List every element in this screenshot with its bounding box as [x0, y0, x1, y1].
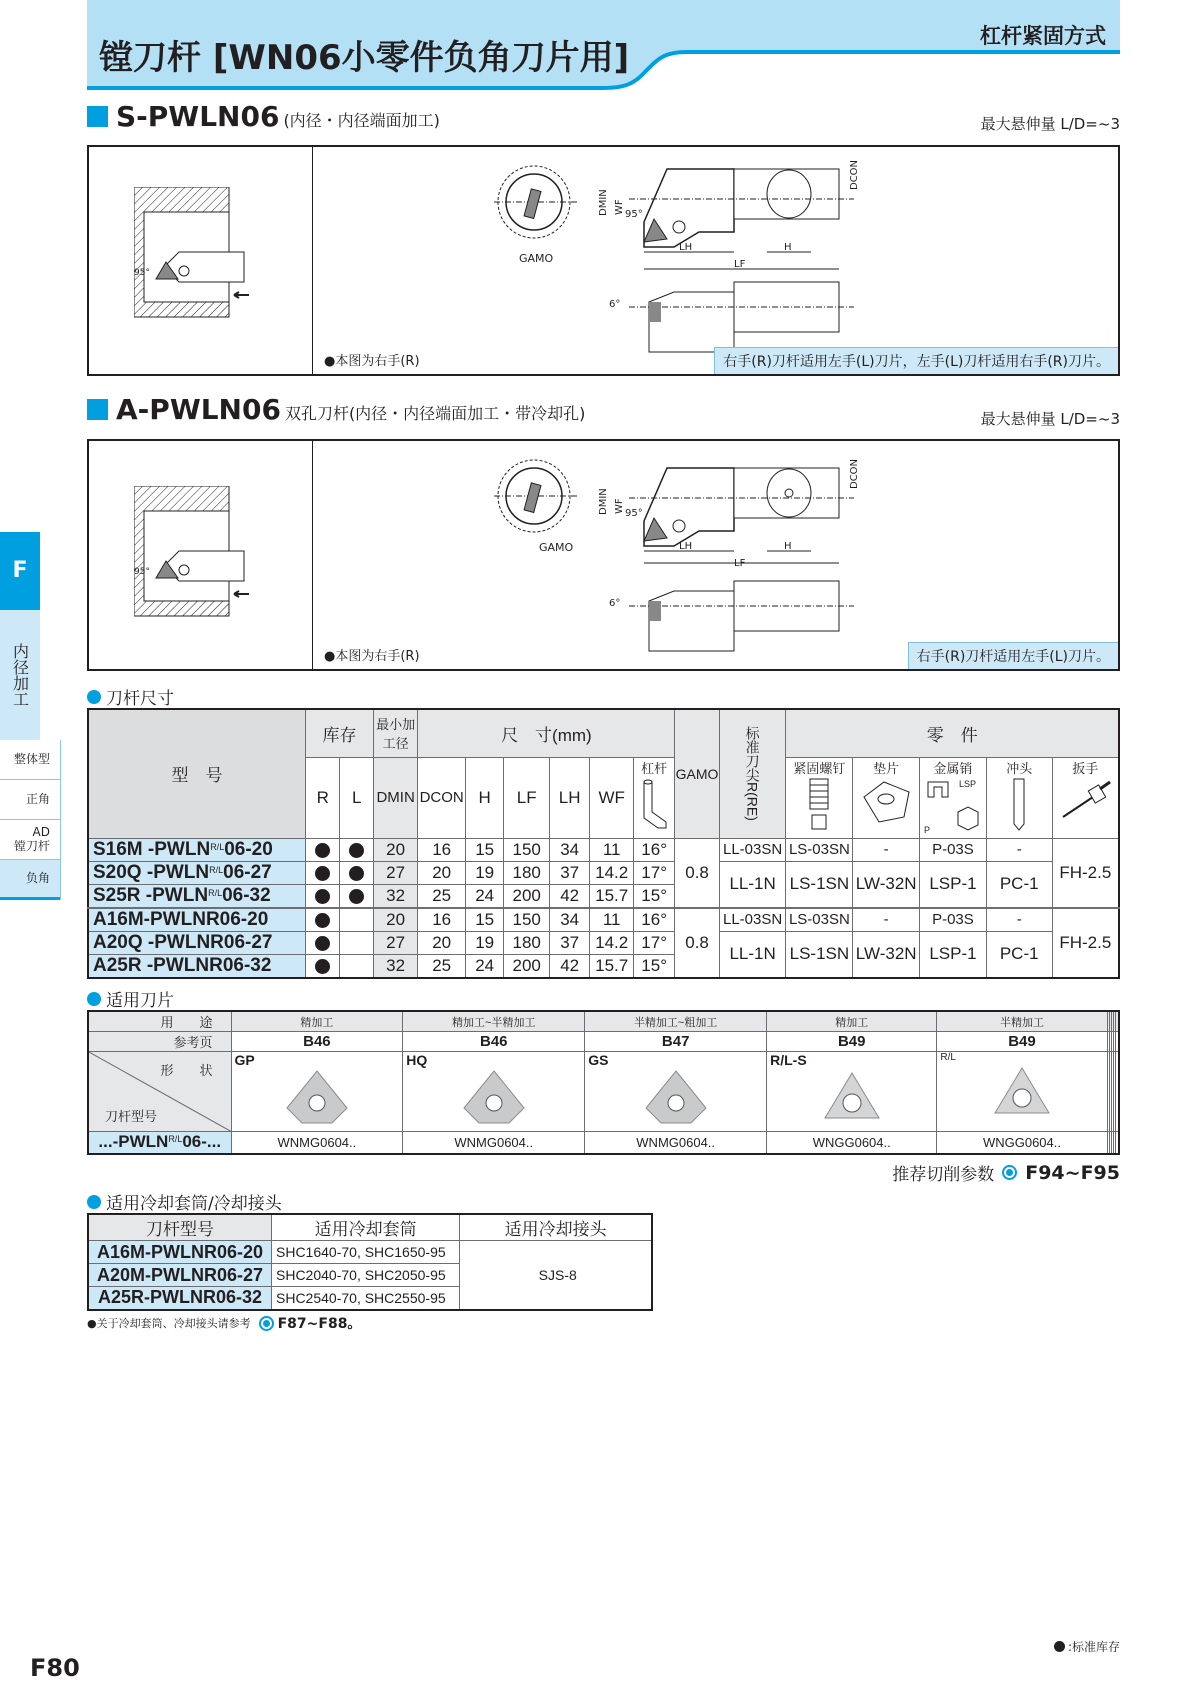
- insert-shape-hq: HQ: [403, 1052, 585, 1132]
- svg-text:P: P: [923, 824, 930, 835]
- coolant-heading: 适用冷却套筒/冷却接头: [87, 1189, 282, 1214]
- recommended-cutting-params: 推荐切削参数 F94~F95: [892, 1161, 1120, 1185]
- recommend-pages-link[interactable]: F94~F95: [1025, 1161, 1120, 1184]
- insert-wnmg-icon: [641, 1068, 711, 1128]
- col-lh: LH: [549, 757, 589, 838]
- pin-icon: [923, 777, 983, 835]
- model-cell: A16M-PWLNR06-20: [88, 908, 306, 932]
- col-stock: 库存: [306, 709, 374, 757]
- stock-dot-icon: [349, 866, 364, 881]
- punch-icon: [1009, 777, 1029, 832]
- right-hand-note: ●本图为右手(R): [324, 649, 420, 664]
- model-cell: S16M $-PWLN^{R/L}06-20$: [88, 838, 306, 861]
- col-parts: 零 件: [786, 709, 1119, 757]
- model-cell: S20Q $-PWLN^{R/L}06-27$: [88, 861, 306, 884]
- stock-dot-icon: [315, 959, 330, 974]
- gamo-view-icon: [494, 451, 604, 561]
- ref-page-link[interactable]: B49: [767, 1032, 937, 1052]
- col-h: H: [465, 757, 503, 838]
- stock-dot-icon: [315, 889, 330, 904]
- square-marker-icon: [87, 399, 108, 420]
- stock-dot-icon: [349, 843, 364, 858]
- col-l: L: [340, 757, 373, 838]
- holder-dimensions-table: [87, 708, 1120, 979]
- stock-dot-icon: [1054, 1641, 1065, 1652]
- col-lf: LF: [504, 757, 550, 838]
- hand-compatibility-callout: 右手(R)刀杆适用左手(L)刀片。: [908, 642, 1118, 669]
- applicable-inserts-table: 用 途 精加工 精加工~半精加工 半精加工~粗加工 精加工 半精加工 参考页 B46 B46 B47 B49 B49 形 状 刀杆型号 GP HQ GS R/L-S R/L $...-PWLN^{R/L}06-$... WNMG0604.. WNMG0604.. WNMG0604.. WNGG0604.. WNGG0604..: [87, 1010, 1120, 1155]
- bullet-dot-icon: [87, 992, 101, 1006]
- svg-text:H: H: [784, 541, 792, 552]
- section-a-model: A-PWLN06: [116, 393, 281, 426]
- table-row: A16M-PWLNR06-20 20 16 15 150 34 11 16° 0.8 LL-03SN LS-03SN - P-03S - FH-2.5: [88, 908, 1119, 932]
- insert-wngg-icon: [817, 1068, 887, 1128]
- col-min-dia: 最小加工径: [373, 709, 418, 757]
- svg-text:95°: 95°: [625, 209, 643, 220]
- side-nav-item-solid[interactable]: 整体型: [0, 740, 60, 780]
- page-number: F80: [30, 1654, 80, 1682]
- model-cell: A25R -PWLNR06-32: [88, 954, 306, 978]
- col-wrench: 扳手: [1052, 757, 1119, 838]
- col-wf: WF: [590, 757, 634, 838]
- svg-text:DMIN: DMIN: [598, 189, 609, 216]
- coolant-table: 刀杆型号 适用冷却套筒 适用冷却接头 A16M-PWLNR06-20 SHC1640-70, SHC1650-95 SJS-8 A20M-PWLNR06-27 SHC2040-70, SHC2050-95 A25R-PWLNR06-32 SHC2540-70, SHC2550-95: [87, 1213, 653, 1311]
- lever-icon: [634, 777, 674, 832]
- stock-legend: :标准库存: [1054, 1638, 1120, 1655]
- svg-text:6°: 6°: [609, 299, 621, 310]
- page-title: 镗刀杆 [WN06小零件负角刀片用]: [99, 38, 630, 78]
- section-s-diagram: [87, 145, 1120, 376]
- applicable-inserts-heading: 适用刀片: [87, 986, 174, 1011]
- holder-dimensions-heading: 刀杆尺寸: [87, 684, 174, 709]
- insert-wnmg-icon: [459, 1068, 529, 1128]
- insert-wngg-icon: [987, 1063, 1057, 1123]
- svg-text:GAMO: GAMO: [539, 541, 574, 554]
- table-row: A25R-PWLNR06-32 SHC2540-70, SHC2550-95: [88, 1287, 652, 1310]
- hand-compatibility-callout: 右手(R)刀杆适用左手(L)刀片，左手(L)刀杆适用右手(R)刀片。: [714, 347, 1118, 374]
- svg-text:95°: 95°: [625, 508, 643, 519]
- section-a-max-overhang: 最大悬伸量 L/D=~3: [980, 410, 1120, 428]
- section-a-title: [87, 393, 585, 426]
- section-tab-f[interactable]: F: [0, 532, 40, 610]
- arrow-circle-icon: [1002, 1165, 1017, 1180]
- col-punch: 冲头: [986, 757, 1052, 838]
- ref-page-link[interactable]: B49: [937, 1032, 1107, 1052]
- table-row: S25R $-PWLN^{R/L}06-32$ 32 25 24 200 42 15.7 15°: [88, 884, 1119, 908]
- side-nav-item-negative[interactable]: 负角: [0, 860, 60, 900]
- section-label-internal[interactable]: 内径加工: [0, 610, 40, 740]
- right-hand-note: ●本图为右手(R): [324, 354, 420, 369]
- col-dcon: DCON: [418, 757, 466, 838]
- bullet-dot-icon: [87, 690, 101, 704]
- bullet-dot-icon: [87, 1195, 101, 1209]
- holder-model-cell: $...-PWLN^{R/L}06-$...: [88, 1132, 231, 1154]
- svg-text:H: H: [784, 242, 792, 253]
- svg-text:LH: LH: [679, 541, 693, 552]
- col-gamo: GAMO: [675, 709, 719, 838]
- col-r: R: [306, 757, 340, 838]
- insert-shape-gp: GP: [231, 1052, 403, 1132]
- col-model: 型 号: [88, 709, 306, 838]
- ref-page-link[interactable]: B46: [231, 1032, 403, 1052]
- svg-text:DCON: DCON: [849, 159, 860, 190]
- model-cell: S25R $-PWLN^{R/L}06-32$: [88, 884, 306, 908]
- svg-text:LF: LF: [734, 558, 746, 569]
- coolant-pages-link[interactable]: F87~F88。: [277, 1316, 362, 1332]
- holder-dimension-drawing: [589, 456, 889, 666]
- svg-text:LSP: LSP: [958, 778, 976, 789]
- col-re: 标准刀尖R(RE): [719, 709, 786, 838]
- col-lever: 杠杆: [633, 757, 674, 838]
- table-row: A25R -PWLNR06-32 32 25 24 200 42 15.7 15°: [88, 954, 1119, 978]
- insert-wnmg-icon: [282, 1068, 352, 1128]
- screw-icon: [804, 777, 834, 832]
- section-s-desc: (内径・内径端面加工): [283, 111, 440, 130]
- stock-dot-icon: [315, 866, 330, 881]
- col-shim: 垫片: [853, 757, 920, 838]
- side-nav-list: [0, 740, 61, 900]
- col-pin: 金属销 LSP P: [920, 757, 987, 838]
- bore-illustration-icon: [134, 187, 254, 327]
- table-row: A16M-PWLNR06-20 SHC1640-70, SHC1650-95 SJS-8: [88, 1241, 652, 1264]
- svg-text:DMIN: DMIN: [598, 488, 609, 515]
- svg-text:WF: WF: [614, 498, 625, 514]
- table-row: S16M $-PWLN^{R/L}06-20$ 20 16 15 150 34 11 16° 0.8 LL-03SN LS-03SN - P-03S - FH-2.5: [88, 838, 1119, 861]
- col-screw: 紧固螺钉: [786, 757, 853, 838]
- svg-text:95°: 95°: [134, 268, 150, 278]
- insert-shape-gs: GS: [585, 1052, 767, 1132]
- svg-text:WF: WF: [614, 199, 625, 215]
- section-s-model: S-PWLN06: [116, 100, 280, 133]
- svg-text:DCON: DCON: [849, 458, 860, 489]
- side-nav-item-positive[interactable]: 正角: [0, 780, 60, 820]
- col-dmin: DMIN: [373, 757, 418, 838]
- clamping-method: 杠杆紧固方式: [980, 24, 1106, 48]
- table-row: S20Q $-PWLN^{R/L}06-27$ 27 20 19 180 37 14.2 17° LL-1N LS-1SN LW-32N LSP-1 PC-1: [88, 861, 1119, 884]
- table-row: A20Q -PWLNR06-27 27 20 19 180 37 14.2 17° LL-1N LS-1SN LW-32N LSP-1 PC-1: [88, 931, 1119, 954]
- ref-page-link[interactable]: B47: [585, 1032, 767, 1052]
- insert-shape-rl: R/L: [937, 1052, 1107, 1132]
- stock-dot-icon: [315, 913, 330, 928]
- page-header: [87, 0, 1120, 92]
- insert-shape-rl-s: R/L-S: [767, 1052, 937, 1132]
- svg-text:LH: LH: [679, 242, 693, 253]
- svg-text:95°: 95°: [134, 567, 150, 577]
- stock-dot-icon: [315, 936, 330, 951]
- holder-dimension-drawing: [589, 157, 889, 367]
- ref-page-link[interactable]: B46: [403, 1032, 585, 1052]
- coolant-footnote: ●关于冷却套筒、冷却接头请参考 F87~F88。: [87, 1313, 361, 1333]
- square-marker-icon: [87, 106, 108, 127]
- svg-text:LF: LF: [734, 259, 746, 270]
- stock-dot-icon: [315, 843, 330, 858]
- model-cell: A20Q -PWLNR06-27: [88, 931, 306, 954]
- side-nav-item-ad[interactable]: AD 镗刀杆: [0, 820, 60, 860]
- stock-dot-icon: [349, 889, 364, 904]
- wrench-icon: [1058, 777, 1113, 822]
- svg-text:6°: 6°: [609, 598, 621, 609]
- shape-holder-diagonal-header: 形 状 刀杆型号: [88, 1052, 231, 1132]
- section-s-title: [87, 100, 440, 133]
- bore-illustration-icon: [134, 486, 254, 626]
- svg-text:GAMO: GAMO: [519, 252, 554, 265]
- arrow-circle-icon: [259, 1316, 274, 1331]
- shim-icon: [859, 777, 914, 827]
- section-a-desc: 双孔刀杆(内径・内径端面加工・带冷却孔): [284, 404, 586, 423]
- table-row: A20M-PWLNR06-27 SHC2040-70, SHC2050-95: [88, 1264, 652, 1287]
- section-a-diagram: [87, 439, 1120, 671]
- col-dimensions: 尺 寸(mm): [418, 709, 675, 757]
- section-s-max-overhang: 最大悬伸量 L/D=~3: [980, 115, 1120, 133]
- gamo-view-icon: [494, 162, 584, 272]
